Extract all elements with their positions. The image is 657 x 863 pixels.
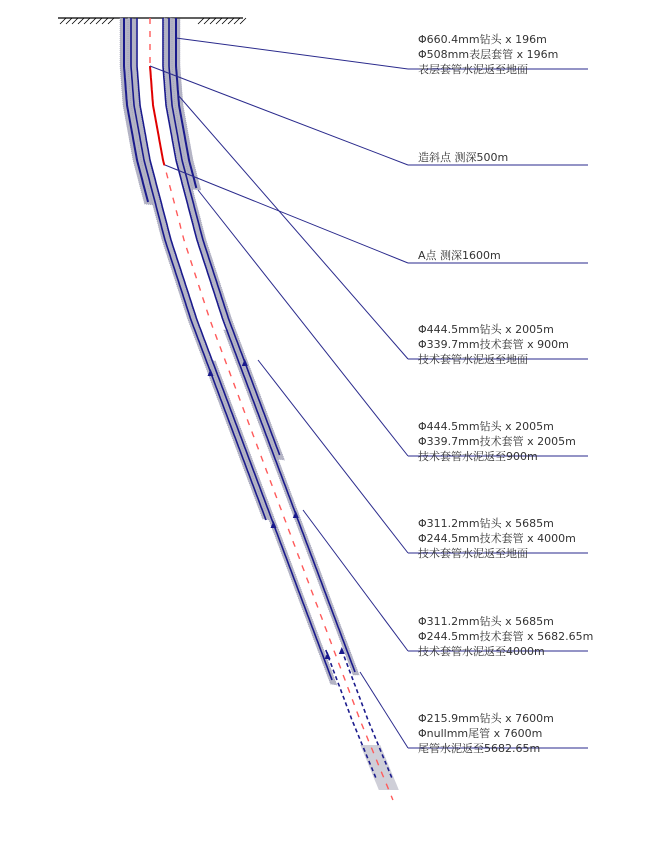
ground-hatch — [198, 18, 204, 24]
ground-hatch — [84, 18, 90, 24]
annotation-text: Φ244.5mm技术套管 x 5682.65m — [418, 630, 594, 643]
annotation-text: Φ508mm表层套管 x 196m — [418, 48, 559, 61]
annotation-text: 技术套管水泥返至900m — [418, 450, 538, 463]
annotation-text: 表层套管水泥返至地面 — [418, 63, 528, 76]
annotation-text: Φ339.7mm技术套管 x 900m — [418, 338, 569, 351]
ground-hatch — [96, 18, 102, 24]
ground-hatch — [60, 18, 66, 24]
annotation-liner — [360, 672, 588, 755]
ground-hatch — [90, 18, 96, 24]
annotation-tech-casing-1 — [178, 95, 588, 366]
ground-hatch — [66, 18, 72, 24]
ground-hatch — [222, 18, 228, 24]
annotation-kickoff-point — [150, 66, 588, 165]
ground-hatch — [216, 18, 222, 24]
annotation-text: Φ311.2mm钻头 x 5685m — [418, 615, 554, 628]
ground-hatch — [102, 18, 108, 24]
liner-cement-band — [360, 745, 399, 790]
annotation-text: Φ215.9mm钻头 x 7600m — [418, 712, 554, 725]
ground-hatch — [234, 18, 240, 24]
ground-hatch — [210, 18, 216, 24]
annotation-point-a — [165, 165, 588, 263]
annotation-text: Φ660.4mm钻头 x 196m — [418, 33, 547, 46]
annotation-text: 技术套管水泥返至4000m — [418, 645, 545, 658]
ground-surface — [58, 18, 246, 24]
leader-line — [176, 38, 408, 69]
annotation-text: Φ444.5mm钻头 x 2005m — [418, 323, 554, 336]
annotation-text: Φ444.5mm钻头 x 2005m — [418, 420, 554, 433]
annotation-text: 技术套管水泥返至地面 — [418, 547, 528, 560]
annotation-text: Φ311.2mm钻头 x 5685m — [418, 517, 554, 530]
ground-hatch — [72, 18, 78, 24]
annotation-text: A点 测深1600m — [418, 249, 501, 262]
annotation-surface-casing — [176, 32, 588, 76]
ground-hatch — [108, 18, 114, 24]
annotation-text: 技术套管水泥返至地面 — [418, 353, 528, 366]
annotation-text: Φ244.5mm技术套管 x 4000m — [418, 532, 576, 545]
annotation-text: Φnullmm尾管 x 7600m — [418, 727, 543, 740]
cement-band — [128, 18, 271, 520]
ground-hatch — [78, 18, 84, 24]
ground-hatch — [240, 18, 246, 24]
annotation-text: 尾管水泥返至5682.65m — [418, 742, 541, 755]
build-section — [150, 66, 164, 165]
ground-hatch — [204, 18, 210, 24]
cement-sheath — [120, 18, 399, 790]
annotation-text: 造斜点 测深500m — [418, 151, 509, 164]
ground-hatch — [228, 18, 234, 24]
leader-line — [178, 95, 408, 359]
casing-strings — [124, 18, 393, 780]
annotation-text: Φ339.7mm技术套管 x 2005m — [418, 435, 576, 448]
casing-wall — [163, 18, 355, 672]
